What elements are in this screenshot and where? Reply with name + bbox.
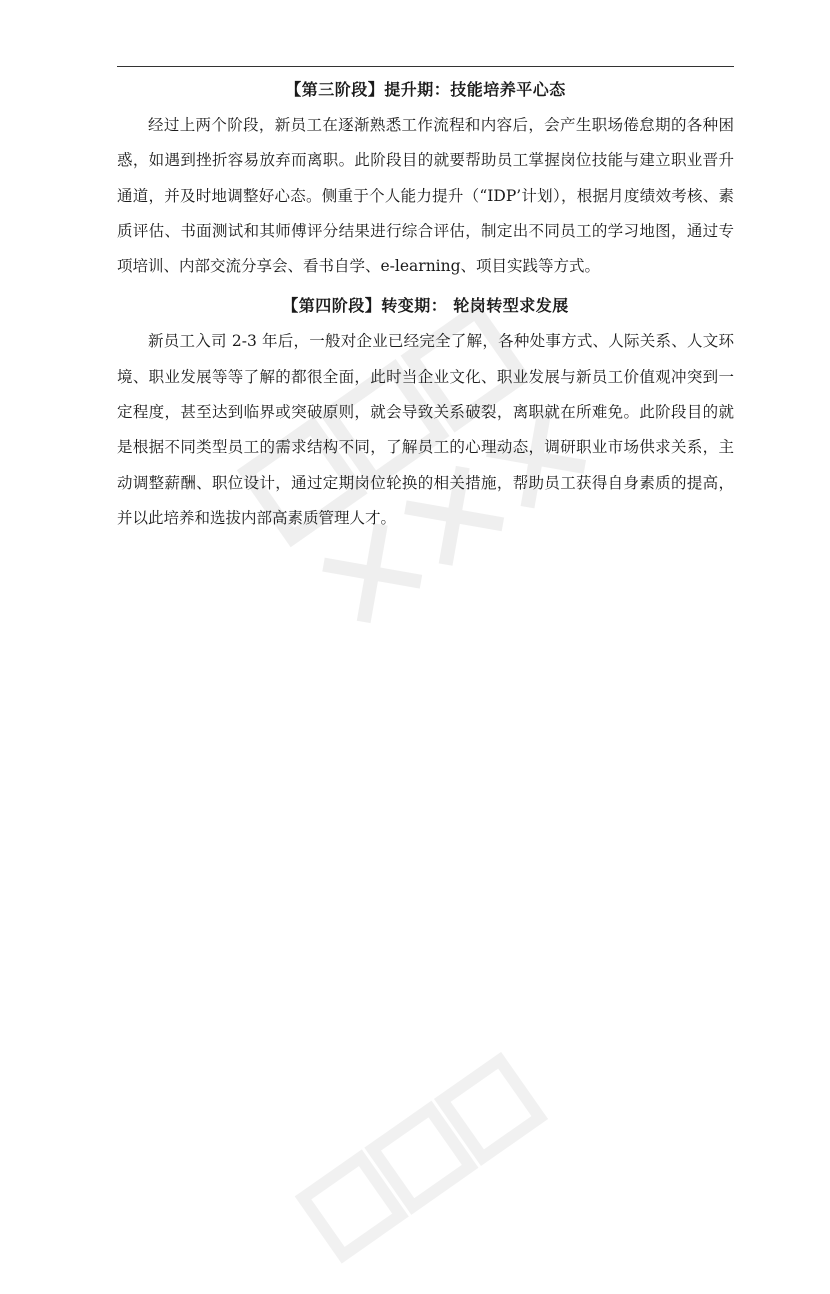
section-paragraph: 经过上两个阶段，新员工在逐渐熟悉工作流程和内容后，会产生职场倦怠期的各种困惑，如遇到挫折容易放弃而离职。此阶段目的就要帮助员工掌握岗位技能与建立职业晋升通道，并及时地调整好心态。侧重于个人能力提升（“IDP’计划），根据月度绩效考核、素质评估、书面测试和其师傅评分结果进行综合评估，制定出不同员工的学习地图，通过专项培训、内部交流分享会、看书自学、e-learning、项目实践等方式。 [117,116,734,276]
header-rule [117,66,734,67]
watermark-logo-bottom [289,1046,571,1293]
document-body [117,74,734,536]
section-stage-4 [117,290,734,536]
section-heading: 【第三阶段】提升期：技能培养平心态 [285,80,566,99]
section-paragraph: 新员工入司 2-3 年后，一般对企业已经完全了解，各种处事方式、人际关系、人文环境、职业发展等等了解的都很全面，此时当企业文化、职业发展与新员工价值观冲突到一定程度，甚至达到临界或突破原则，就会导致关系破裂，离职就在所难免。此阶段目的就是根据不同类型员工的需求结构不同，了解员工的心理动态，调研职业市场供求关系，主动调整薪酬、职位设计，通过定期岗位轮换的相关措施，帮助员工获得自身素质的提高，并以此培养和选拔内部高素质管理人才。 [117,332,734,527]
section-heading: 【第四阶段】转变期： 轮岗转型求发展 [282,296,569,316]
section-stage-3 [117,74,734,284]
